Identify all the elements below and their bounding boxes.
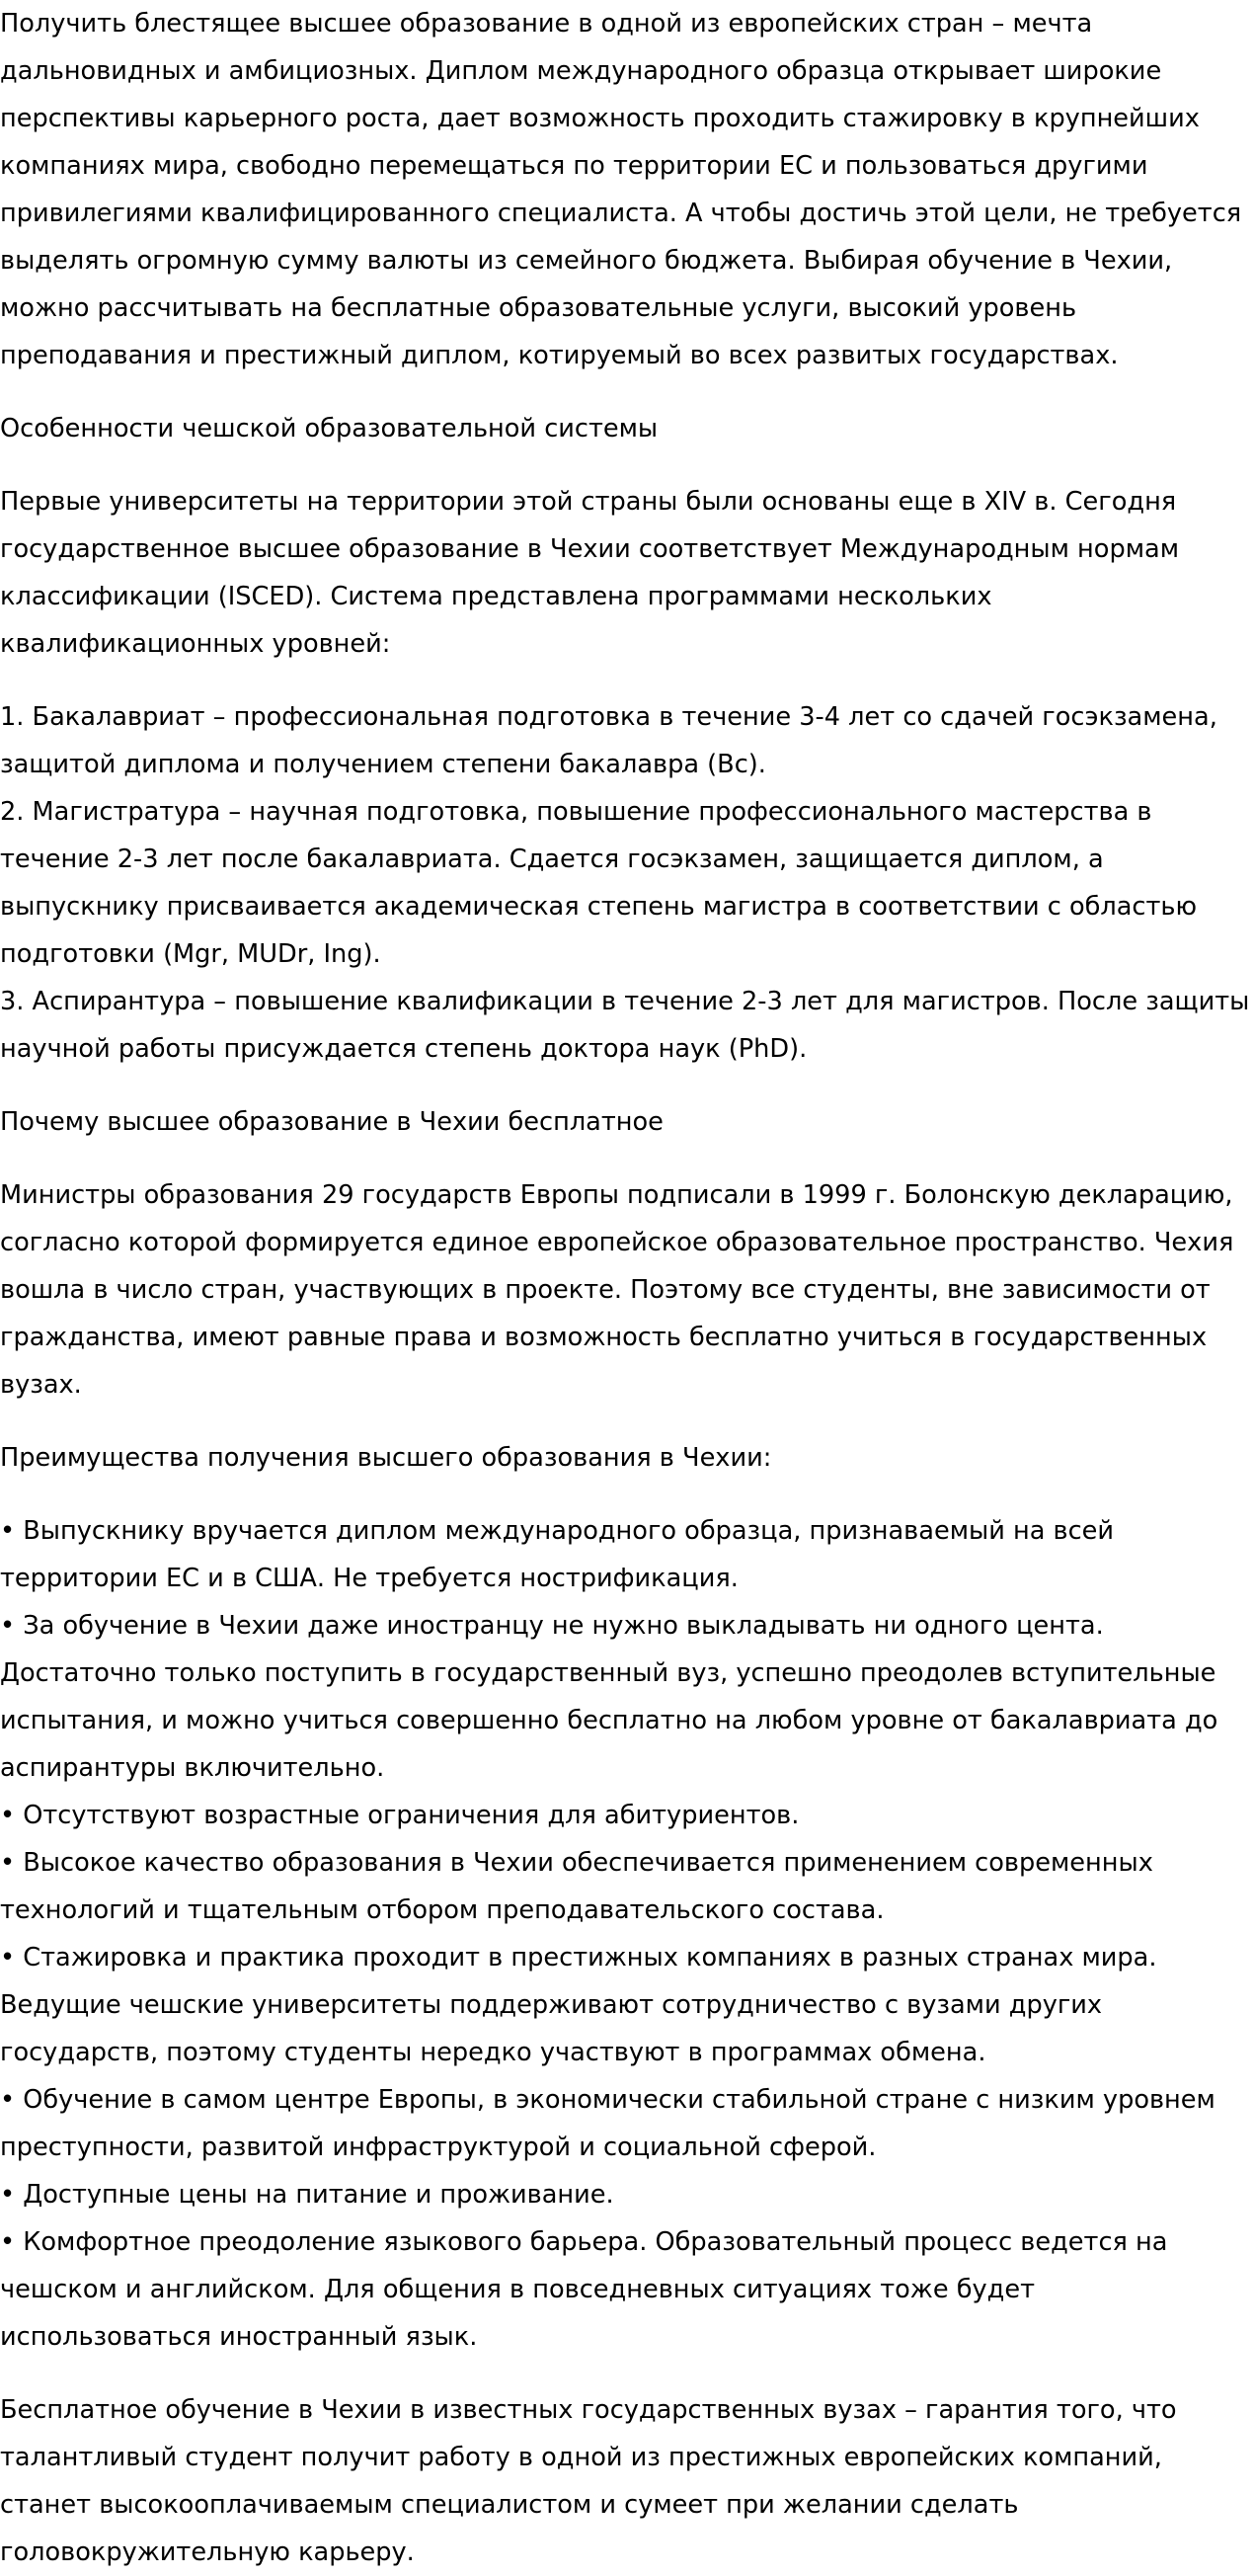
advantage-item: • Обучение в самом центре Европы, в экономически стабильной стране с низким уровнем преступности, развитой инфраструктурой и социальной сферой.: [0, 2085, 1215, 2162]
level-item-bachelor: 1. Бакалавриат – профессиональная подготовка в течение 3-4 лет со сдачей госэкзамена, защитой диплома и получением степени бакалавра (Bc).: [0, 702, 1217, 779]
advantages-list: [0, 1507, 1254, 2361]
advantage-item: • Стажировка и практика проходит в престижных компаниях в разных странах мира. Ведущие чешские университеты поддерживают сотрудничество с вузами других государств, поэтому студенты нередко участвуют в программах обмена.: [0, 1943, 1157, 2067]
level-item-master: 2. Магистратура – научная подготовка, повышение профессионального мастерства в течение 2-3 лет после бакалавриата. Сдается госэкзамен, защищается диплом, а выпускнику присваивается академическая степень магистра в соответствии с областью подготовки (Mgr, MUDr, Ing).: [0, 797, 1198, 969]
advantage-item: • Комфортное преодоление языкового барьера. Образовательный процесс ведется на чешском и английском. Для общения в повседневных ситуациях тоже будет использоваться иностранный язык.: [0, 2227, 1168, 2352]
advantage-item: • Доступные цены на питание и проживание.: [0, 2180, 614, 2210]
conclusion-paragraph: Бесплатное обучение в Чехии в известных государственных вузах – гарантия того, что талантливый студент получит работу в одной из престижных европейских компаний, станет высокооплачиваемым специалистом и сумеет при желании сделать головокружительную карьеру.: [0, 2395, 1177, 2567]
advantage-item: • Выпускнику вручается диплом международного образца, признаваемый на всей территории ЕС и в США. Не требуется нострификация.: [0, 1516, 1115, 1593]
intro-paragraph: Получить блестящее высшее образование в одной из европейских стран – мечта дальновидных и амбициозных. Диплом международного образца открывает широкие перспективы карьерного роста, дает возможность проходить стажировку в крупнейших компаниях мира, свободно перемещаться по территории ЕС и пользоваться другими привилегиями квалифицированного специалиста. А чтобы достичь этой цели, не требуется выделять огромную сумму валюты из семейного бюджета. Выбирая обучение в Чехии, можно рассчитывать на бесплатные образовательные услуги, высокий уровень преподавания и престижный диплом, котируемый во всех развитых государствах.: [0, 9, 1242, 370]
advantage-item: • Отсутствуют возрастные ограничения для абитуриентов.: [0, 1801, 800, 1830]
education-levels-list: [0, 693, 1254, 1073]
section-heading-czech-system: Особенности чешской образовательной системы: [0, 414, 659, 443]
free-education-paragraph: Министры образования 29 государств Европы подписали в 1999 г. Болонскую декларацию, согласно которой формируется единое европейское образовательное пространство. Чехия вошла в число стран, участвующих в проекте. Поэтому все студенты, вне зависимости от гражданства, имеют равные права и возможность бесплатно учиться в государственных вузах.: [0, 1180, 1234, 1400]
advantage-item: • За обучение в Чехии даже иностранцу не нужно выкладывать ни одного цента. Достаточно только поступить в государственный вуз, успешно преодолев вступительные испытания, и можно учиться совершенно бесплатно на любом уровне от бакалавриата до аспирантуры включительно.: [0, 1611, 1218, 1783]
level-item-phd: 3. Аспирантура – повышение квалификации в течение 2-3 лет для магистров. После защиты научной работы присуждается степень доктора наук (PhD).: [0, 987, 1250, 1064]
advantages-heading: Преимущества получения высшего образования в Чехии:: [0, 1443, 772, 1473]
section-heading-free-education: Почему высшее образование в Чехии бесплатное: [0, 1107, 664, 1137]
advantage-item: • Высокое качество образования в Чехии обеспечивается применением современных технологий и тщательным отбором преподавательского состава.: [0, 1848, 1153, 1925]
czech-system-paragraph: Первые университеты на территории этой страны были основаны еще в XIV в. Сегодня государственное высшее образование в Чехии соответствует Международным нормам классификации (ISCED). Система представлена программами нескольких квалификационных уровней:: [0, 487, 1179, 659]
